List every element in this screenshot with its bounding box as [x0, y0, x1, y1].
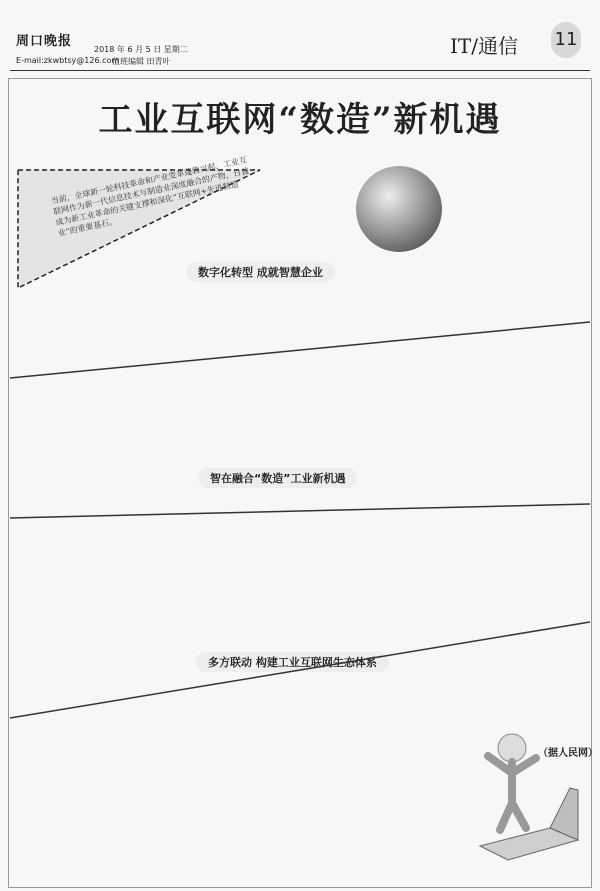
figure-illustration [470, 728, 580, 868]
byline: （据人民网） [538, 748, 598, 759]
issue-date: 2018 年 6 月 5 日 星期二 [94, 45, 188, 54]
body-text [149, 511, 297, 629]
body-text [140, 691, 296, 868]
body-text [6, 539, 152, 647]
body-text [147, 329, 297, 467]
header-rule [10, 70, 590, 71]
body-text [424, 420, 586, 540]
body-text [5, 728, 148, 884]
body-text [282, 667, 438, 844]
editor-credit: 值班编辑 田青叶 [112, 57, 171, 66]
section-title: IT/通信 [450, 34, 518, 58]
body-text [284, 287, 434, 425]
globe-image [356, 166, 442, 252]
body-text [5, 371, 154, 499]
subhead-3: 多方联动 构建工业互联网生态体系 [196, 652, 389, 672]
subhead-2: 智在融合“数造”工业新机遇 [198, 468, 357, 488]
body-text [423, 246, 587, 376]
lede-text: 当前，全球新一轮科技革命和产业变革蓬勃兴起，工业互联网作为新一代信息技术与制造业深度融合的产物，日益成为新工业革命的关键支撑和深化“互联网+先进制造业”的重要基石。 [50, 155, 250, 239]
subhead-1: 数字化转型 成就智慧企业 [186, 262, 335, 282]
body-text [285, 469, 434, 597]
headline: 工业互联网“数造”新机遇 [98, 100, 502, 140]
contact-email: E-mail:zkwbtsy@126.com [16, 56, 120, 65]
masthead: 周口晚报 [16, 34, 73, 49]
page-number: 11 [551, 22, 581, 58]
